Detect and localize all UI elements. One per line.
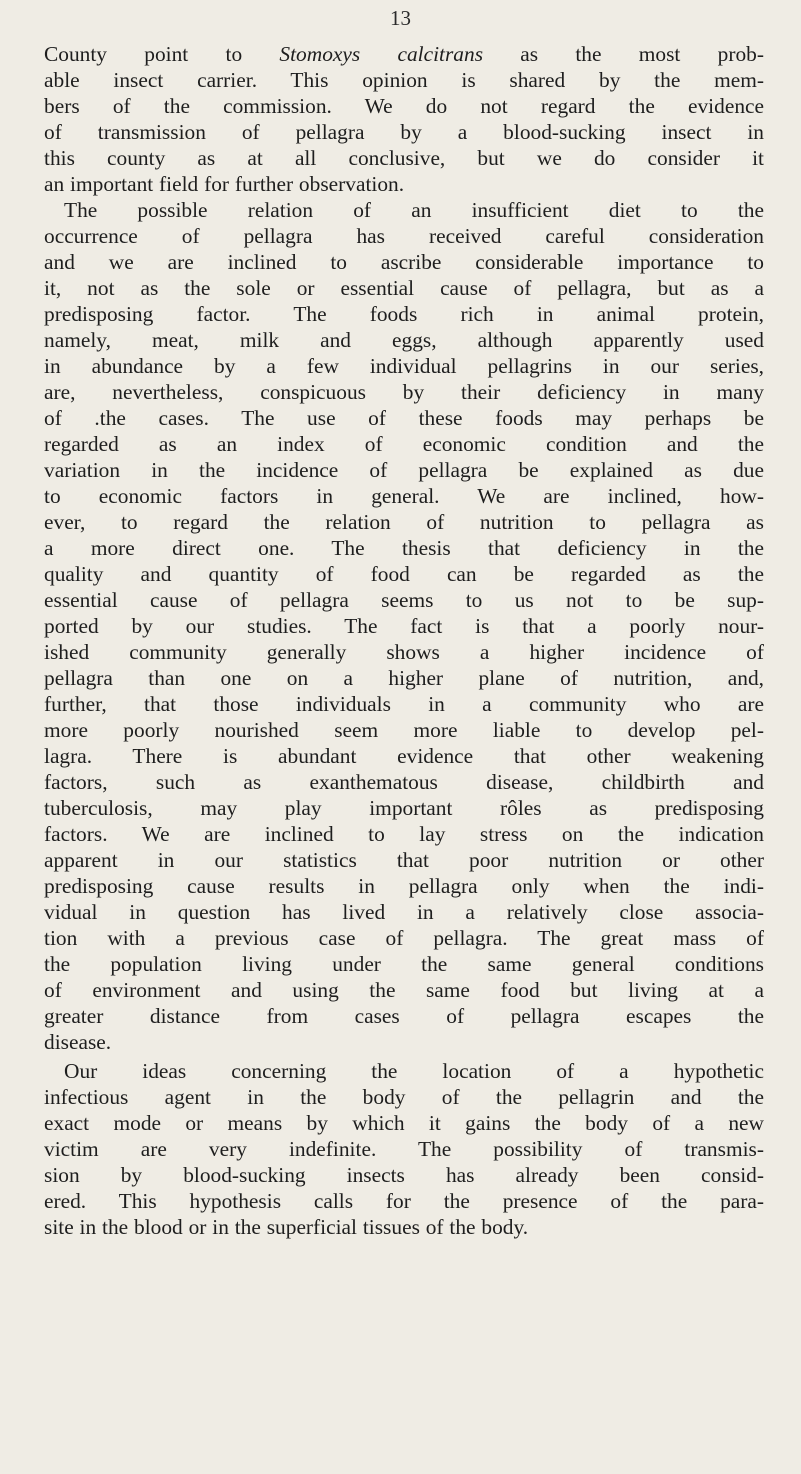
- text-line: regarded as an index of economic condition and the: [44, 432, 764, 456]
- text-line: able insect carrier. This opinion is shared by the mem-: [44, 68, 764, 92]
- text-line: victim are very indefinite. The possibility of transmis-: [44, 1137, 764, 1161]
- paragraph-1: [44, 41, 764, 197]
- text-line: variation in the incidence of pellagra be explained as due: [44, 458, 764, 482]
- text-line: of .the cases. The use of these foods may perhaps be: [44, 406, 764, 430]
- text-line: essential cause of pellagra seems to us not to be sup-: [44, 588, 764, 612]
- text-line: an important field for further observation.: [44, 172, 405, 196]
- text-line: a more direct one. The thesis that deficiency in the: [44, 536, 764, 560]
- species-name: Stomoxys calcitrans: [279, 42, 484, 66]
- text-line: infectious agent in the body of the pellagrin and the: [44, 1085, 764, 1109]
- text-line: this county as at all conclusive, but we do consider it: [44, 146, 764, 170]
- text-line: predisposing factor. The foods rich in animal protein,: [44, 302, 764, 326]
- text-line: in abundance by a few individual pellagrins in our series,: [44, 354, 764, 378]
- text-line: exact mode or means by which it gains the body of a new: [44, 1111, 764, 1135]
- text-line: tuberculosis, may play important rôles as predisposing: [44, 796, 764, 820]
- text-line: apparent in our statistics that poor nutrition or other: [44, 848, 764, 872]
- text-line: are, nevertheless, conspicuous by their deficiency in many: [44, 380, 764, 404]
- text-line: of transmission of pellagra by a blood-sucking insect in: [44, 120, 764, 144]
- text-line: occurrence of pellagra has received careful consideration: [44, 224, 764, 248]
- line-tail: as the most prob-: [483, 42, 764, 66]
- text-line: namely, meat, milk and eggs, although apparently used: [44, 328, 764, 352]
- text-line: ever, to regard the relation of nutrition to pellagra as: [44, 510, 764, 534]
- text-line: disease.: [44, 1030, 112, 1054]
- text-line: ported by our studies. The fact is that a poorly nour-: [44, 614, 764, 638]
- text-line: further, that those individuals in a community who are: [44, 692, 764, 716]
- text-line: factors. We are inclined to lay stress on the indication: [44, 822, 764, 846]
- text-line: greater distance from cases of pellagra escapes the: [44, 1004, 764, 1028]
- line-lead: County point to: [44, 42, 280, 66]
- text-line: to economic factors in general. We are inclined, how-: [44, 484, 764, 508]
- text-line: tion with a previous case of pellagra. The great mass of: [44, 926, 764, 950]
- paragraph-2: [44, 197, 764, 1055]
- text-line: Our ideas concerning the location of a hypothetic: [64, 1059, 764, 1083]
- text-line: it, not as the sole or essential cause of pellagra, but as a: [44, 276, 764, 300]
- body-text: [44, 41, 764, 1240]
- text-line: ered. This hypothesis calls for the presence of the para-: [44, 1189, 764, 1213]
- text-line: the population living under the same general conditions: [44, 952, 764, 976]
- text-line: lagra. There is abundant evidence that other weakening: [44, 744, 764, 768]
- text-line: [44, 41, 764, 67]
- page-number: 13: [390, 6, 411, 30]
- text-line: of environment and using the same food but living at a: [44, 978, 764, 1002]
- text-line: bers of the commission. We do not regard the evidence: [44, 94, 764, 118]
- text-line: pellagra than one on a higher plane of nutrition, and,: [44, 666, 764, 690]
- text-line: and we are inclined to ascribe considerable importance to: [44, 250, 764, 274]
- text-line: quality and quantity of food can be regarded as the: [44, 562, 764, 586]
- text-line: factors, such as exanthematous disease, childbirth and: [44, 770, 764, 794]
- paragraph-3: [44, 1058, 764, 1240]
- text-line: The possible relation of an insufficient diet to the: [64, 198, 764, 222]
- text-line: ished community generally shows a higher incidence of: [44, 640, 764, 664]
- text-line: predisposing cause results in pellagra only when the indi-: [44, 874, 764, 898]
- text-line: sion by blood-sucking insects has already been consid-: [44, 1163, 764, 1187]
- text-line: site in the blood or in the superficial tissues of the body.: [44, 1215, 529, 1239]
- text-line: more poorly nourished seem more liable to develop pel-: [44, 718, 764, 742]
- text-line: vidual in question has lived in a relatively close associa-: [44, 900, 764, 924]
